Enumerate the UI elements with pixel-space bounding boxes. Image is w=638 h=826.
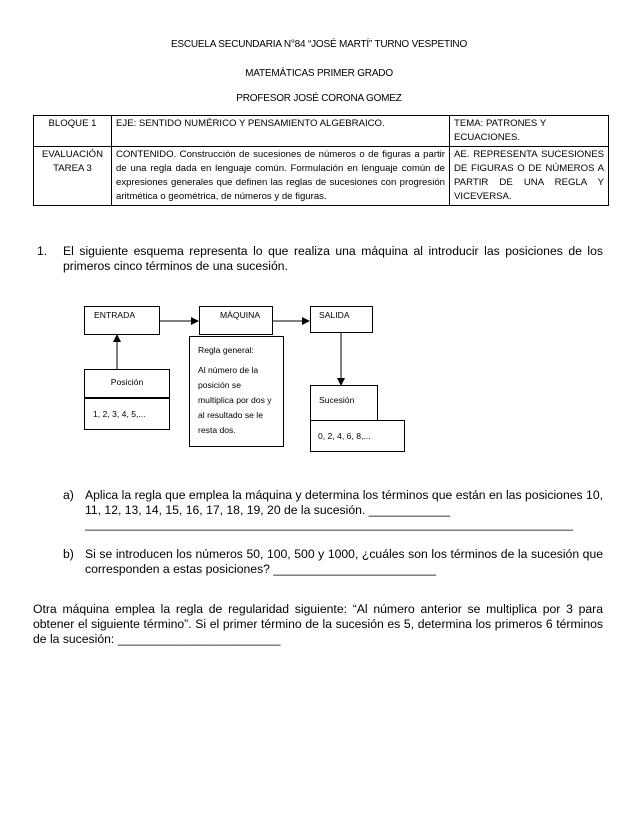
school-title: ESCUELA SECUNDARIA N°84 “JOSÉ MARTÍ” TURNO VESPETINO [170, 39, 468, 50]
regla-box [189, 336, 284, 447]
regla-title: Regla general: [198, 345, 254, 355]
posicion-values: 1, 2, 3, 4, 5,... [93, 409, 146, 419]
ae-cell: AE. REPRESENTA SUCESIONES DE FIGURAS O DE NÚMEROS A PARTIR DE UNA REGLA Y VICEVERSA. [450, 147, 609, 206]
subject-title: MATEMÁTICAS PRIMER GRADO [245, 68, 393, 79]
posicion-box [84, 369, 170, 398]
part-a-label: a) [63, 488, 74, 502]
part-a-text: Aplica la regla que emplea la máquina y determina los términos que están en las posiciones 10, 11, 12, 13, 14, 15, 16, 17, 18, 19, 20 de la sucesión. ____________ [85, 488, 603, 517]
part-a-answer-line[interactable]: ________________________________________________________________________ [85, 517, 574, 531]
eje-cell: EJE: SENTIDO NUMÉRICO Y PENSAMIENTO ALGEBRAICO. [112, 116, 450, 147]
tema-cell: TEMA: PATRONES Y ECUACIONES. [450, 116, 609, 147]
posicion-label: Posición [110, 377, 144, 387]
entrada-label: ENTRADA [94, 310, 136, 320]
contenido-cell: CONTENIDO. Construcción de sucesiones de números o de figuras a partir de una regla dada en lenguaje común. Formulación en lenguaje común de expresiones generales que definen las reglas de sucesiones con progresión aritmética o geométrica, de números y de figuras. [112, 147, 450, 206]
bloque-cell: BLOQUE 1 [34, 116, 112, 147]
salida-label: SALIDA [319, 310, 350, 320]
final-question-text: Otra máquina emplea la regla de regularidad siguiente: “Al número anterior se multiplica por 3 para obtener el siguiente término”. Si el primer término de la sucesión es 5, determina los primeros 6 términos de la sucesión: ________________________ [33, 602, 603, 646]
maquina-label: MÁQUINA [220, 310, 261, 320]
regla-text: Al número de la posición se multiplica por dos y al resultado se le resta dos. [198, 365, 272, 435]
question1-text: El siguiente esquema representa lo que realiza una máquina al introducir las posiciones de los primeros cinco términos de una sucesión. [63, 244, 603, 273]
evaluacion-cell: EVALUACIÓN TAREA 3 [34, 147, 112, 206]
entrada-box [84, 306, 160, 335]
posicion-values-box [84, 398, 170, 430]
salida-box [310, 306, 373, 333]
teacher-name: PROFESOR JOSÉ CORONA GOMEZ [236, 93, 402, 104]
sucesion-label: Sucesión [319, 395, 355, 405]
sucesion-box [310, 385, 378, 421]
part-b-label: b) [63, 547, 74, 561]
maquina-box [199, 306, 273, 335]
part-b-text: Si se introducen los números 50, 100, 500 y 1000, ¿cuáles son los términos de la sucesión que corresponden a estas posiciones? ________________________ [85, 547, 603, 576]
sucesion-values: 0, 2, 4, 6, 8,... [318, 431, 371, 441]
sucesion-values-box [310, 420, 405, 452]
question1-number: 1. [37, 244, 48, 258]
